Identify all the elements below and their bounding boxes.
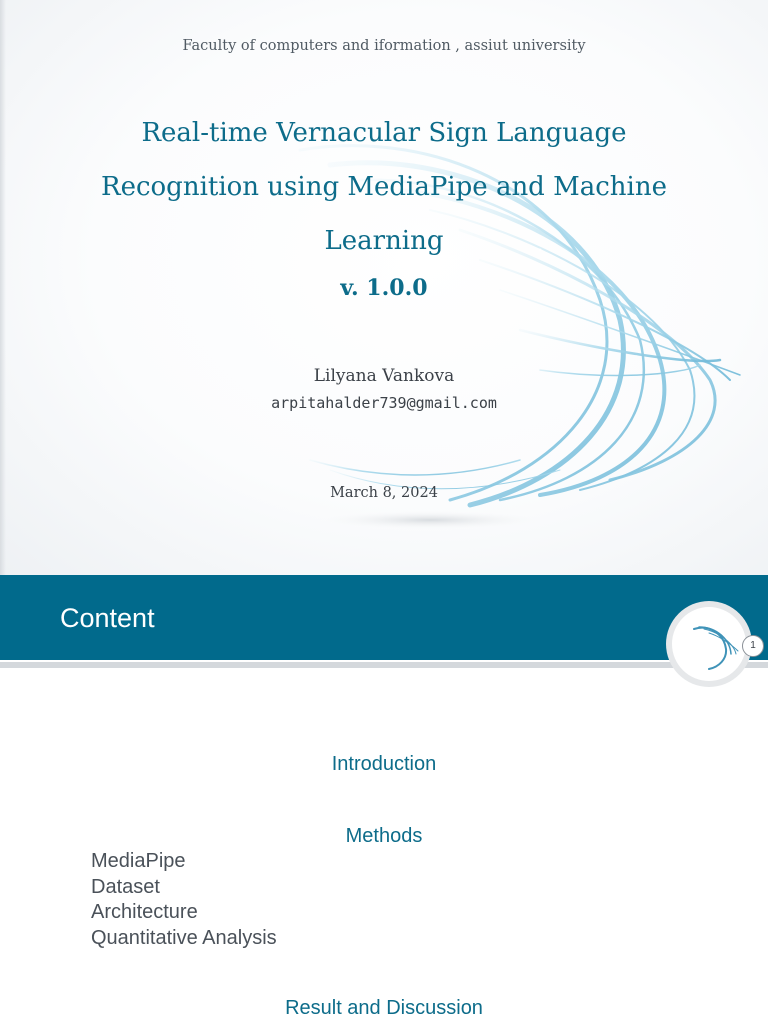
toc-subitem: Dataset xyxy=(91,875,160,898)
page-number-badge: 1 xyxy=(742,635,764,657)
author-email: arpitahalder739@gmail.com xyxy=(271,394,497,412)
presentation-title xyxy=(40,106,728,268)
title-line: Recognition using MediaPipe and Machine xyxy=(101,172,667,202)
slide-title: Content xyxy=(60,603,155,633)
title-line: Learning xyxy=(324,226,444,256)
toc-subitem: Quantitative Analysis xyxy=(91,926,277,949)
toc-result-discussion: Result and Discussion xyxy=(285,997,483,1019)
version-label: v. 1.0.0 xyxy=(340,275,428,301)
swirl-logo-icon xyxy=(664,599,754,689)
title-line: Real-time Vernacular Sign Language xyxy=(141,118,627,148)
header-band xyxy=(0,575,768,660)
institution-name: Faculty of computers and iformation , assiut university xyxy=(182,38,586,54)
toc-subitem: Architecture xyxy=(91,901,198,923)
header-divider xyxy=(0,662,768,668)
methods-subsections xyxy=(91,849,277,951)
author-name: Lilyana Vankova xyxy=(313,366,455,386)
toc-methods: Methods xyxy=(345,825,423,847)
toc-introduction: Introduction xyxy=(331,753,437,775)
content-slide xyxy=(0,575,768,1024)
presentation-date: March 8, 2024 xyxy=(330,485,438,501)
toc-subitem: MediaPipe xyxy=(91,850,186,872)
